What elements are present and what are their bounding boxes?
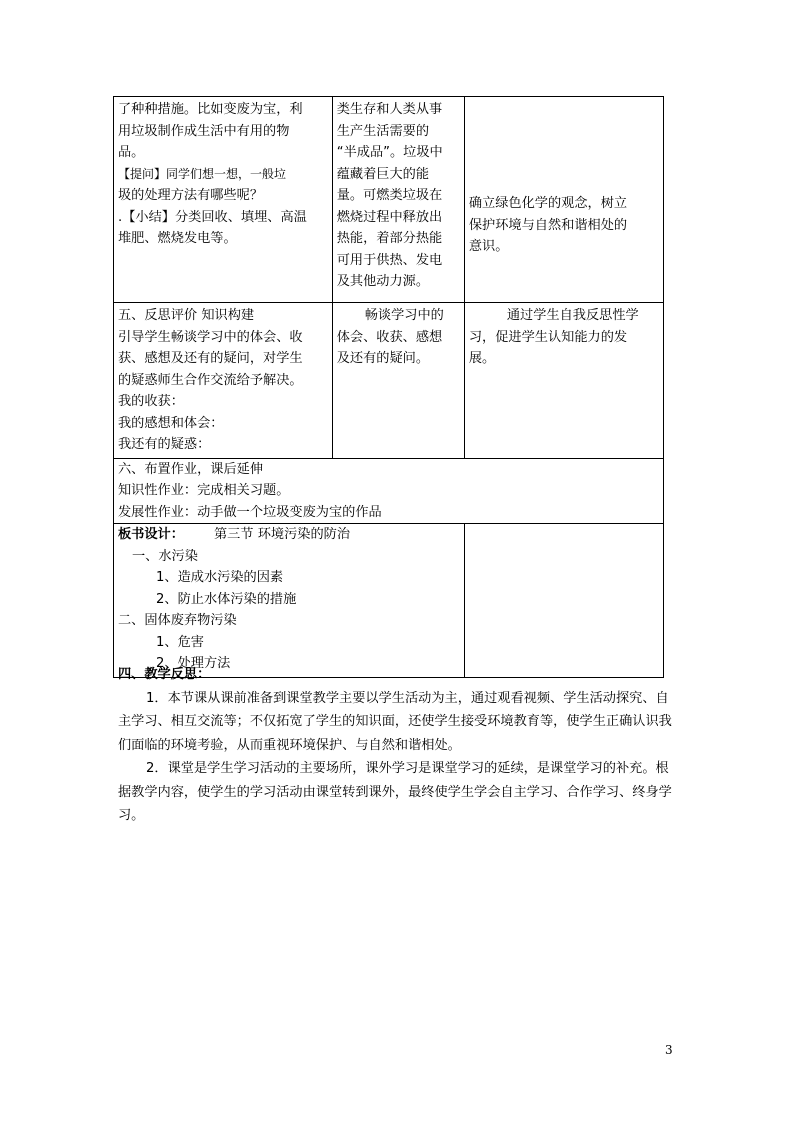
lesson-plan-table: [113, 96, 664, 678]
design-intent-cell: [464, 303, 663, 459]
cell-line: 类生存和人类从事: [336, 102, 443, 117]
table-row: [114, 303, 664, 459]
cell-line: 1、造成水污染的因素: [156, 570, 284, 585]
cell-line: 意识。: [468, 239, 509, 254]
cell-line: 堆肥、燃烧发电等。: [118, 231, 237, 246]
teaching-reflection: [118, 663, 674, 828]
cell-line: 蕴藏着巨大的能: [336, 166, 430, 182]
cell-line: 引导学生畅谈学习中的体会、收: [118, 329, 303, 345]
table-row: [114, 97, 664, 303]
cell-line: 燃烧过程中释放出: [336, 209, 443, 225]
cell-line: 畅谈学习中的: [364, 308, 444, 323]
cell-line: 发展性作业：动手做一个垃圾变废为宝的作品: [118, 504, 382, 520]
empty-cell: [464, 524, 663, 678]
cell-line: 及其他动力源。: [336, 274, 430, 289]
cell-line: 热能，着部分热能: [336, 231, 443, 246]
teacher-activity-cell: [114, 97, 333, 303]
cell-line: 可用于供热、发电: [336, 252, 443, 268]
cell-line: 的疑惑师生合作交流给予解决。: [118, 372, 303, 388]
cell-line: “半成品”。垃圾中: [336, 145, 443, 160]
cell-line: 品。: [118, 145, 145, 160]
cell-line: 量。可燃类垃圾在: [336, 188, 443, 203]
cell-line: 五、反思评价 知识构建: [118, 308, 255, 323]
cell-line: 通过学生自我反思性学: [506, 308, 639, 323]
page-number: 3: [665, 1043, 673, 1057]
cell-line: 我还有的疑惑：: [118, 437, 211, 452]
cell-line: 1、危害: [156, 634, 204, 650]
reflection-paragraph: 2．课堂是学生学习活动的主要场所，课外学习是课堂学习的延续，是课堂学习的补充。根据教学内容，使学生的学习活动由课堂转到课外，最终使学生学会自主学习、合作学习、终身学习。: [118, 761, 672, 823]
cell-line: .【小结】分类回收、填埋、高温: [118, 209, 307, 225]
student-activity-cell: [332, 97, 464, 303]
cell-line: 用垃圾制作成生活中有用的物: [118, 123, 290, 139]
table-row: [114, 524, 664, 678]
cell-line: 一、水污染: [132, 548, 198, 564]
board-design-title: 第三节 环境污染的防治: [213, 527, 351, 542]
cell-line: 六、布置作业，课后延伸: [118, 461, 264, 477]
cell-line: 习，促进学生认知能力的发: [468, 329, 628, 345]
teacher-activity-cell: [114, 303, 333, 459]
cell-line: 【提问】同学们想一想，一般垃: [118, 166, 287, 181]
cell-line: 知识性作业：完成相关习题。: [118, 483, 290, 498]
cell-line: 2、处理方法: [156, 656, 231, 671]
cell-line: 二、固体废弃物污染: [118, 613, 237, 628]
cell-line: 我的收获：: [118, 394, 184, 409]
cell-line: 圾的处理方法有哪些呢？: [118, 188, 264, 203]
design-intent-cell: [464, 97, 663, 303]
table-row: [114, 458, 664, 524]
homework-cell: [114, 458, 664, 524]
cell-line: 及还有的疑问。: [336, 351, 430, 366]
cell-line: 展。: [468, 351, 496, 366]
reflection-paragraph: 1．本节课从课前准备到课堂教学主要以学生活动为主，通过观看视频、学生活动探究、自主学习、相互交流等；不仅拓宽了学生的知识面，还使学生接受环境教育等，使学生正确认识我们面临的环境考验，从而重视环境保护、与自然和谐相处。: [118, 690, 672, 753]
board-design-label: 板书设计：: [118, 527, 184, 542]
reflection-heading: 四、教学反思：: [118, 667, 211, 682]
cell-line: 确立绿色化学的观念，树立: [468, 196, 628, 211]
student-activity-cell: [332, 303, 464, 459]
cell-line: 生产生活需要的: [336, 123, 430, 139]
board-design-cell: [114, 524, 465, 678]
cell-line: 2、防止水体污染的措施: [156, 591, 297, 607]
cell-line: 体会、收获、感想: [336, 329, 443, 345]
board-design-header: [118, 524, 460, 546]
cell-line: 保护环境与自然和谐相处的: [468, 217, 628, 233]
cell-line: 获、感想及还有的疑问，对学生: [118, 351, 303, 366]
cell-line: 了种种措施。比如变废为宝，利: [118, 102, 303, 117]
cell-line: 我的感想和体会：: [118, 415, 224, 431]
